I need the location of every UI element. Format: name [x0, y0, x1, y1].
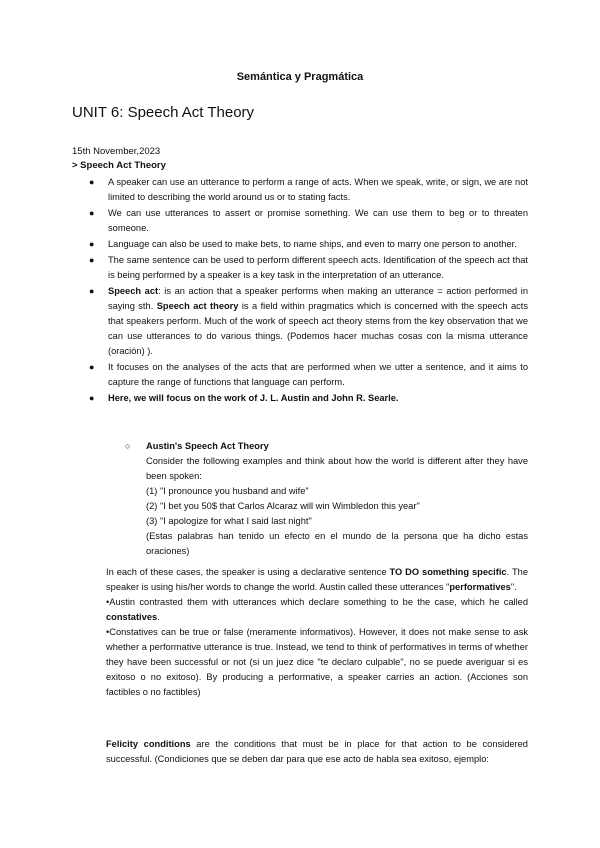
example-2: (2) "I bet you 50$ that Carlos Alcaraz will win Wimbledon this year" — [146, 501, 420, 511]
bullet-item: ● We can use utterances to assert or promise something. We can use them to beg or to threaten someone. — [89, 208, 528, 233]
term-speech-act: Speech act — [108, 286, 159, 296]
section-heading: > Speech Act Theory — [72, 160, 166, 171]
bullet-item: ● It focuses on the analyses of the acts that are performed when we utter a sentence, and it aims to capture the range of functions that language can perform. — [89, 362, 528, 387]
bullet-item: ● A speaker can use an utterance to perform a range of acts. When we speak, write, or sign, we are not limited to describing the world around us or to stating facts. — [89, 177, 528, 202]
paragraph-constatives: •Austin contrasted them with utterances which declare something to be the case, which he called constatives. — [106, 597, 528, 622]
document-header: Semántica y Pragmática — [236, 71, 364, 83]
felicity-paragraph: Felicity conditions are the conditions that must be in place for that action to be considered successful. (Condiciones que se deben dar para que ese acto de habla sea exitoso, ejemplo: — [106, 739, 528, 764]
bullet-icon: ● — [89, 177, 95, 187]
austin-title: Austin's Speech Act Theory — [146, 441, 269, 451]
bullet-icon: ● — [89, 239, 95, 249]
bullet-icon: ● — [89, 286, 95, 296]
austin-intro: Consider the following examples and think about how the world is different after they have been spoken: — [146, 456, 528, 481]
bullet-icon: ● — [89, 255, 95, 265]
paragraph-performatives: In each of these cases, the speaker is using a declarative sentence TO DO something specific. The speaker is using his/her words to change the world. Austin called these utterances "performatives". — [106, 567, 528, 592]
term-felicity-conditions: Felicity conditions — [106, 739, 191, 749]
bullet-item: ● Speech act: is an action that a speaker performs when making an utterance = action performed in saying sth. Speech act theory is a field within pragmatics which is concerned with the speech acts that speakers perform. Much of the work of speech act theory stems from the key observation that we can use utterances to do various things. (Podemos hacer muchas cosas con la misma utterance (oración) ). — [89, 286, 528, 356]
bullet-icon: ● — [89, 362, 95, 372]
paragraph-true-false: •Constatives can be true or false (meramente informativos). However, it does not make sense to ask whether a performative utterance is true. Instead, we tend to think of performatives in terms of whether they have been successful or not (si un juez dice "te declaro culpable", no se puede averiguar si es exitoso o no exitoso). By producing a performative, a speaker carries an action. (Acciones son factibles o no factibles) — [106, 627, 528, 697]
date-line: 15th November,2023 — [72, 146, 161, 157]
bullet-item: ● Language can also be used to make bets, to name ships, and even to marry one person to another. — [72, 237, 528, 252]
body-text — [106, 565, 528, 700]
circle-bullet-icon: ○ — [125, 441, 131, 451]
bullet-icon: ● — [89, 393, 95, 403]
spanish-note: (Estas palabras han tenido un efecto en el mundo de la persona que ha dicho estas oraciones) — [146, 531, 528, 556]
bullet-list — [72, 175, 528, 407]
bullet-icon: ● — [89, 208, 95, 218]
example-3: (3) "I apologize for what I said last night" — [146, 516, 312, 526]
austin-section — [125, 439, 528, 559]
unit-title: UNIT 6: Speech Act Theory — [72, 104, 255, 121]
example-1: (1) "I pronounce you husband and wife" — [146, 486, 309, 496]
term-speech-act-theory: Speech act theory — [156, 301, 239, 311]
bullet-item: ● Here, we will focus on the work of J. L. Austin and John R. Searle. — [72, 391, 528, 406]
bullet-item: ● The same sentence can be used to perform different speech acts. Identification of the speech act that is being performed by a speaker is a key task in the interpretation of an utterance. — [89, 255, 528, 280]
